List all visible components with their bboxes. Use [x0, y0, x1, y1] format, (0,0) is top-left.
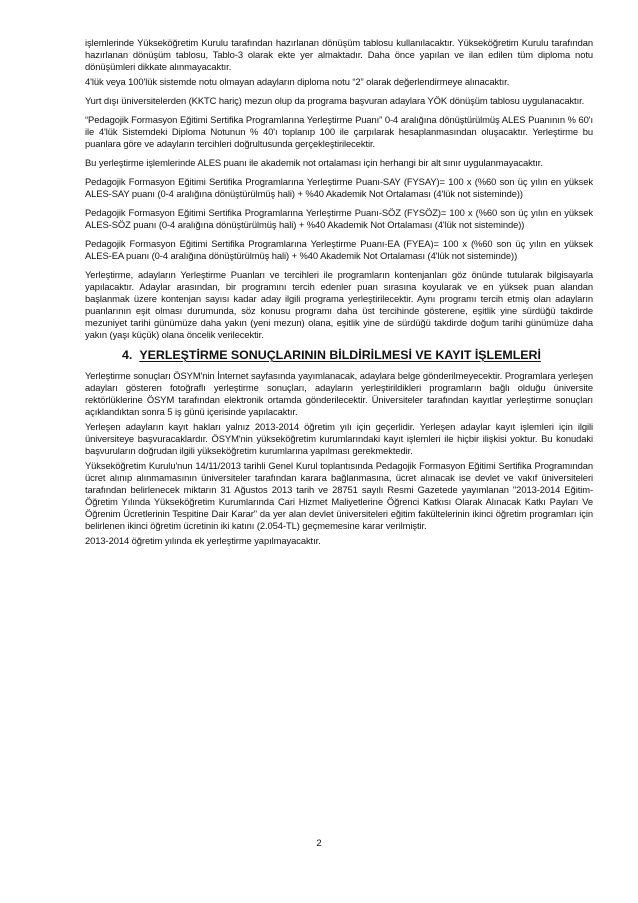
- paragraph-fee-decision: Yükseköğretim Kurulu'nun 14/11/2013 tarihli Genel Kurul toplantısında Pedagojik Formasyon Eğitimi Sertifika Programından ücret alınıp alınmamasının üniversiteler tarafından karara bağlanmasına, ücret alınacak ise devlet ve vakıf üniversiteleri tarafından belirlenecek miktarın 31 Ağustos 2013 tarih ve 28751 sayılı Resmi Gazetede yayımlanan "2013-2014 Eğitim-Öğretim Yılında Yükseköğretim Kurumlarında Cari Hizmet Maliyetlerine Öğrenci Katkısı Olarak Alınacak Katkı Payları Ve Öğrenim Ücretlerinin Tespitine Dair Karar" da yer alan devlet üniversiteleri eğitim fakültelerinin ikinci öğretim programları için belirlenen ikinci öğretim ücretinin iki katını (2.054-TL) geçmemesine karar verilmiştir.: [85, 460, 593, 531]
- page-number: 2: [316, 838, 322, 849]
- paragraph-placement-rules: Yerleştirme, adayların Yerleştirme Puanları ve tercihleri ile programların kontenjanları göz önünde tutularak bilgisayarla yapılacaktır. Adaylar arasından, bir programını tercih edenler puan sırasına koyularak ve en yüksek puan alandan başlanmak üzere kontenjan sayısı kadar aday ilgili programa yerleştirilecektir. Aynı programı tercih etmiş olan adayların puanlarının eşit olması durumunda, söz konusu programı daha üst tercihinde gösterene, eşitlik yine sürdüğü takdirde mezuniyet tarihi günümüze daha yakın (yeni mezun) olana, eşitlik yine de sürdüğü takdirde doğum tarihi günümüze daha yakın (yaşı küçük) olana öncelik verilecektir.: [85, 269, 593, 340]
- paragraph-missing-grade: 4'lük veya 100'lük sistemde notu olmayan adayların diploma notu “2” olarak değerlendirmeye alınacaktır.: [85, 76, 510, 87]
- paragraph-registration-rights: Yerleşen adayların kayıt hakları yalnız 2013-2014 öğretim yılı için geçerlidir. Yerleşen adaylar kayıt işlemleri için ilgili üniversiteye başvuracaklardır. ÖSYM'nin yükseköğretim kurumlarındaki kayıt işlemleri ile hiçbir ilişkisi yoktur. Bu konudaki başvuruların doğrudan ilgili yükseköğretim kurumlarına yapılması gerekmektedir.: [85, 421, 593, 456]
- paragraph-formula-soz: Pedagojik Formasyon Eğitimi Sertifika Programlarına Yerleştirme Puanı-SÖZ (FYSÖZ)= 100 x (%60 son üç yılın en yüksek ALES-SÖZ puanı (0-4 aralığına dönüştürülmüş hali) + %40 Akademik Not Ortalaması (4'lük not sisteminde)): [85, 207, 593, 230]
- section-title: YERLEŞTİRME SONUÇLARININ BİLDİRİLMESİ VE KAYIT İŞLEMLERİ: [139, 348, 541, 362]
- paragraph-foreign-graduates: Yurt dışı üniversitelerden (KKTC hariç) mezun olup da programa başvuran adaylara YÖK dönüşüm tablosu uygulanacaktır.: [85, 95, 585, 106]
- paragraph-placement-score-definition: “Pedagojik Formasyon Eğitimi Sertifika Programlarına Yerleştirme Puanı” 0-4 aralığına dönüştürülmüş ALES Puanının % 60'ı ile 4'lük Sistemdeki Diploma Notunun % 40'ı toplanıp 100 ile çarpılarak hesaplanmasından oluşacaktır. Yerleştirme bu puanlara göre ve adayların tercihleri doğrultusunda gerçekleştirilecektir.: [85, 114, 593, 149]
- paragraph-results-announcement: Yerleştirme sonuçları ÖSYM'nin İnternet sayfasında yayımlanacak, adaylara belge gönderilmeyecektir. Programlara yerleşen adayları gösteren fotoğraflı yerleştirme sonuçları, adayların yerleştirildikleri programların bağlı olduğu üniversite rektörlüklerine ÖSYM tarafından elektronik ortamda gönderilecektir. Üniversiteler tarafından kayıtlar yerleştirme sonuçları açıklandıktan sonra 5 iş günü içerisinde yapılacaktır.: [85, 370, 593, 417]
- paragraph-conversion-table: işlemlerinde Yükseköğretim Kurulu tarafından hazırlanan dönüşüm tablosu kullanılacaktır. Yükseköğretim Kurulu tarafından hazırlanan dönüşüm tablosu, Tablo-3 olarak ekte yer almaktadır. Daha önce yapılan ve ilan edilen tüm diploma notu dönüşümleri dikkate alınmayacaktır.: [85, 37, 593, 72]
- paragraph-formula-say: Pedagojik Formasyon Eğitimi Sertifika Programlarına Yerleştirme Puanı-SAY (FYSAY)= 100 x (%60 son üç yılın en yüksek ALES-SAY puanı (0-4 aralığına dönüştürülmüş hali) + %40 Akademik Not Ortalaması (4'lük not sisteminde)): [85, 176, 593, 199]
- document-page: [85, 37, 593, 554]
- section-number: 4.: [122, 348, 133, 362]
- paragraph-no-minimum: Bu yerleştirme işlemlerinde ALES puanı ile akademik not ortalaması için herhangi bir alt sınır uygulanmayacaktır.: [85, 157, 543, 168]
- paragraph-formula-ea: Pedagojik Formasyon Eğitimi Sertifika Programlarına Yerleştirme Puanı-EA (FYEA)= 100 x (%60 son üç yılın en yüksek ALES-EA puanı (0-4 aralığına dönüştürülmüş hali) + %40 Akademik Not Ortalaması (4'lük not sisteminde)): [85, 238, 593, 261]
- section-heading: [85, 348, 593, 362]
- paragraph-no-additional-placement: 2013-2014 öğretim yılında ek yerleştirme yapılmayacaktır.: [85, 535, 321, 546]
